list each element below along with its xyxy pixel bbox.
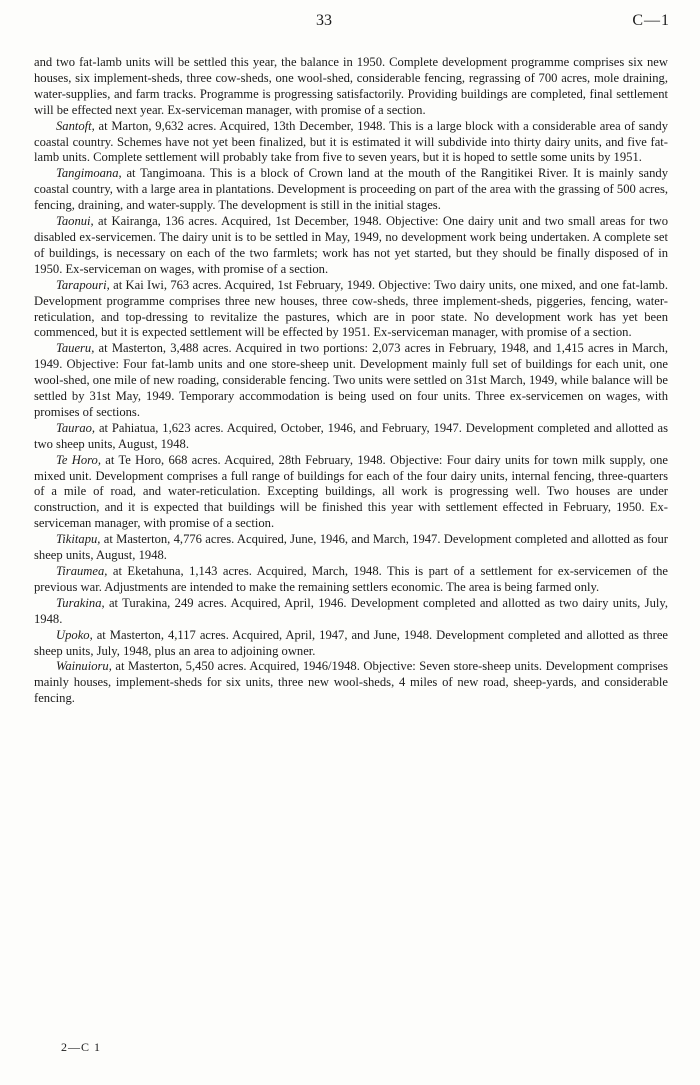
paragraph-heading: Santoft,	[56, 118, 95, 133]
paragraph-upoko	[34, 628, 668, 660]
paragraph-text: and two fat-lamb units will be settled this year, the balance in 1950. Complete development programme comprises six new houses, six implement-sheds, three cow-sheds, one wool-shed, considerable fencing, regrassing of 700 acres, mole draining, water-supplies, and farm tracks. Programme is progressing satisfactorily. Providing buildings are completed, final settlement will be effected next year. Ex-serviceman manager, with promise of a section.	[34, 55, 668, 117]
paragraph-heading: Taueru,	[56, 341, 95, 356]
paragraph-heading: Taurao,	[56, 420, 96, 435]
paragraph-heading: Upoko,	[56, 627, 93, 642]
paragraph-text: at Turakina, 249 acres. Acquired, April, 1946. Development completed and allotted as two dairy units, July, 1948.	[34, 595, 668, 626]
paragraph-santoft	[34, 119, 668, 167]
paragraph-wainuioru	[34, 659, 668, 707]
paragraph-heading: Tikitapu,	[56, 532, 101, 547]
document-reference: C—1	[632, 12, 670, 29]
paragraph-heading: Tarapouri,	[56, 277, 110, 292]
body-text	[34, 55, 668, 707]
paragraph-taonui	[34, 214, 668, 278]
paragraph-heading: Wainuioru,	[56, 659, 112, 674]
paragraph-heading: Turakina,	[56, 595, 105, 610]
paragraph-taurao	[34, 421, 668, 453]
paragraph-taueru	[34, 341, 668, 421]
paragraph-text: at Kairanga, 136 acres. Acquired, 1st December, 1948. Objective: One dairy unit and two small areas for two disabled ex-servicemen. The dairy unit is to be settled in May, 1949, no development work being undertaken. A complete set of buildings, is necessary on each of the two farmlets; work has not yet started, but they should be finally disposed of in 1950. Ex-serviceman on wages, with promise of a section.	[34, 214, 668, 276]
paragraph-text: at Pahiatua, 1,623 acres. Acquired, October, 1946, and February, 1947. Development completed and allotted as two sheep units, August, 1948.	[34, 420, 668, 451]
paragraph-text: at Tangimoana. This is a block of Crown land at the mouth of the Rangitikei River. It is mainly sandy coastal country, with a large area in plantations. Development is proceeding on part of the area with the grassing of 500 acres, fencing, draining, and water-supply. The development is still in the initial stages.	[34, 166, 668, 213]
paragraph-text: at Masterton, 4,776 acres. Acquired, June, 1946, and March, 1947. Development completed and allotted as four sheep units, August, 1948.	[34, 532, 668, 563]
page-number: 33	[316, 12, 332, 29]
paragraph-text: at Marton, 9,632 acres. Acquired, 13th December, 1948. This is a large block with a considerable area of sandy coastal country. Schemes have not yet been finalized, but it is estimated it will subdivide into thirty dairy units, and five fat-lamb units. Complete settlement will probably take from five to seven years, but it is hoped to settle some units by 1951.	[34, 118, 668, 165]
paragraph-continuation	[34, 55, 668, 119]
paragraph-text: at Masterton, 3,488 acres. Acquired in two portions: 2,073 acres in February, 1948, and 1,415 acres in March, 1949. Objective: Four fat-lamb units and one store-sheep unit. Development mainly full set of buildings for each unit, one wool-shed, one mile of new roading, considerable fencing. Two units were settled on 31st March, 1949, while balance will be settled by 31st May, 1949. Temporary accommodation is being used on four units. Three ex-servicemen on wages, with promises of sections.	[34, 341, 668, 419]
paragraph-heading: Tiraumea,	[56, 564, 108, 578]
paragraph-text: at Masterton, 5,450 acres. Acquired, 1946/1948. Objective: Seven store-sheep units. Development comprises mainly houses, implement-sheds for six units, three new wool-sheds, 4 miles of new road, sheep-yards, and considerable fencing.	[34, 659, 668, 706]
paragraph-tikitapu	[34, 532, 668, 564]
paragraph-tiraumea	[34, 564, 668, 596]
paragraph-text: at Masterton, 4,117 acres. Acquired, April, 1947, and June, 1948. Development completed and allotted as three sheep units, July, 1948, plus an area to adjoining owner.	[34, 627, 668, 658]
paragraph-text: at Kai Iwi, 763 acres. Acquired, 1st February, 1949. Objective: Two dairy units, one mixed, and one fat-lamb. Development programme comprises three new houses, three cow-sheds, three implement-sheds, piggeries, fencing, water-reticulation, and top-dressing to revitalize the pastures, which are in poor state. No development work has yet been commenced, but it is expected settlement will be effected by 1951. Ex-serviceman manager, with promise of a section.	[34, 277, 668, 340]
paragraph-text: at Te Horo, 668 acres. Acquired, 28th February, 1948. Objective: Four dairy units for town milk supply, one mixed unit. Development comprises a full range of buildings for each of the four dairy units, internal fencing, three-quarters of a mile of road, and water-reticulation. Excepting buildings, all work is progressing well. Two houses are under construction, and it is expected that buildings will be finished this year with settlement effected in February, 1950. Ex-serviceman manager, with promise of a section.	[34, 452, 668, 531]
paragraph-heading: Taonui,	[56, 214, 94, 229]
paragraph-te-horo	[34, 453, 668, 533]
paragraph-tangimoana	[34, 166, 668, 214]
paragraph-turakina	[34, 596, 668, 628]
paragraph-tarapouri	[34, 278, 668, 342]
printer-signature: 2—C 1	[61, 1040, 102, 1054]
paragraph-heading: Tangimoana,	[56, 166, 122, 181]
paragraph-text: at Eketahuna, 1,143 acres. Acquired, March, 1948. This is part of a settlement for ex-servicemen of the previous war. Adjustments are intended to make the remaining settlers economic. The area is being farmed only.	[34, 564, 668, 594]
paragraph-heading: Te Horo,	[56, 452, 102, 467]
